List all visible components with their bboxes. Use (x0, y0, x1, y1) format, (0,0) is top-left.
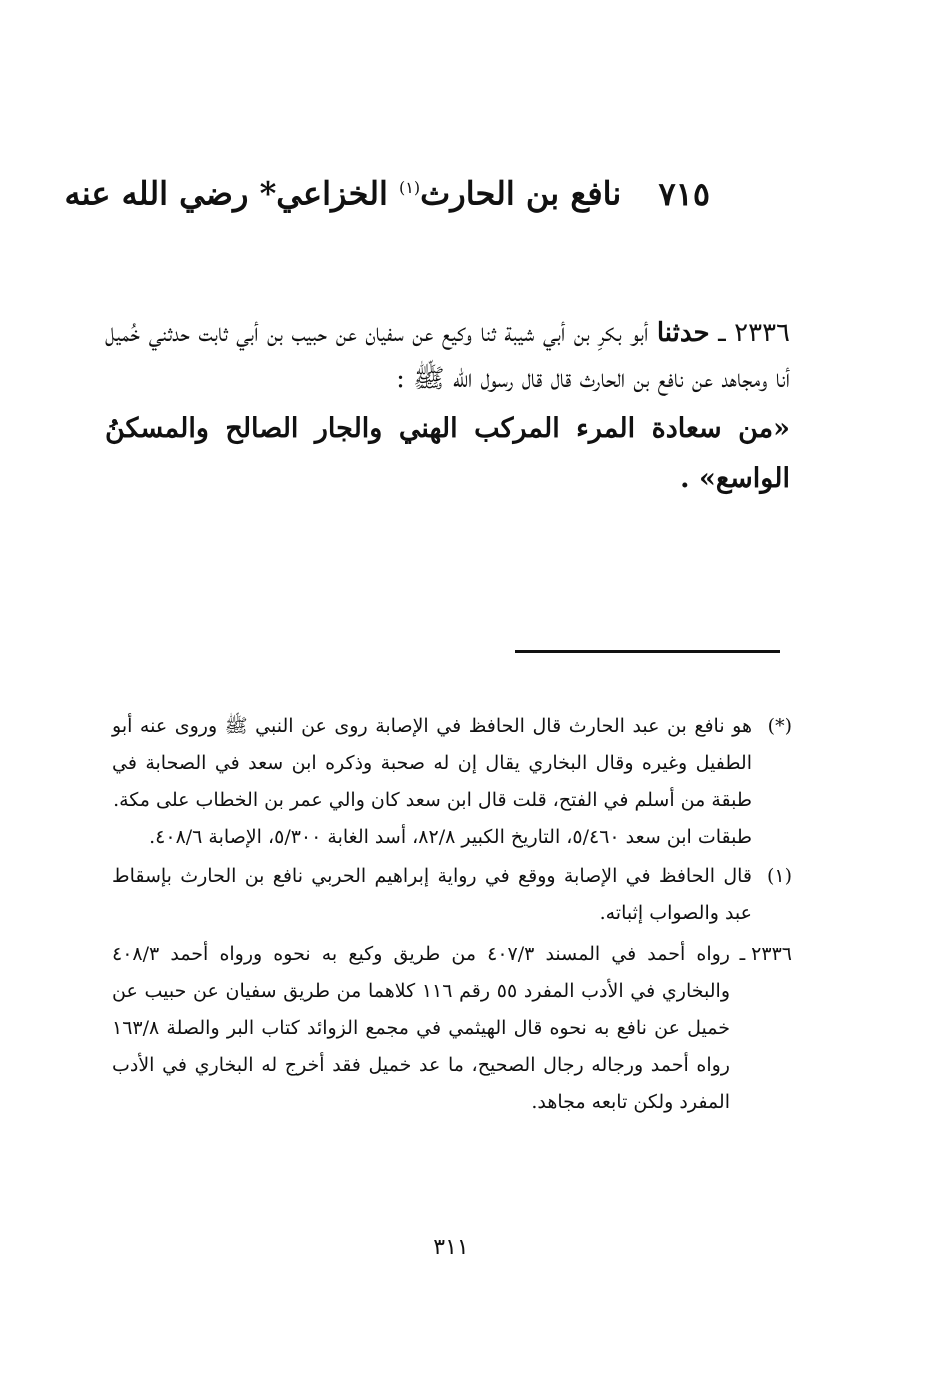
hadith-matn: «من سعادة المرء المركب الهني والجار الصالح والمسكنُ الواسع» . (105, 413, 790, 494)
footnotes-section (112, 708, 792, 1123)
footnote-divider (515, 650, 780, 653)
footnote-star (112, 708, 792, 856)
footnote-reference: (١) (399, 178, 421, 197)
chapter-title (64, 158, 710, 224)
footnote-star-sources: طبقات ابن سعد ٥/٤٦٠، التاريخ الكبير ٨٢/٨، أسد الغابة ٥/٣٠٠، الإصابة ٤٠٨/٦. (149, 826, 752, 848)
hadith-isnad: أبو بكرِ بن أبي شيبة ثنا وكيع عن سفيان عن حبيب بن أبي ثابت حدثني خُميل أنا ومجاهد عن نافع بن الحارث قال قال رسول الله ﷺ : (105, 318, 790, 394)
footnote-star-text: هو نافع بن عبد الحارث قال الحافظ في الإصابة روى عن النبي ﷺ وروى عنه أبو الطفيل وغيره وقال البخاري يقال إن له صحبة وذكره ابن سعد في الصحابة في طبقة من أسلم في الفتح، قلت قال ابن سعد كان والي عمر بن الخطاب على مكة. (112, 715, 752, 811)
hadith-opening-word: حدثنا (656, 318, 710, 348)
footnote-one (112, 858, 792, 932)
chapter-name-suffix: الخزاعي* رضي الله عنه (64, 174, 400, 213)
footnote-one-text: قال الحافظ في الإصابة ووقع في رواية إبراهيم الحربي نافع بن الحارث بإسقاط عبد والصواب إثباته. (112, 865, 752, 924)
footnote-one-marker: (١) (766, 865, 792, 887)
page-number: ٣١١ (433, 1235, 469, 1260)
footnote-star-marker: (*) (767, 715, 792, 737)
footnote-takhrij-marker: ٢٣٣٦ ـ (739, 943, 792, 965)
chapter-name: نافع بن الحارث (420, 174, 622, 213)
footnote-takhrij (112, 936, 792, 1121)
footnote-takhrij-text: رواه أحمد في المسند ٤٠٧/٣ من طريق وكيع به نحوه ورواه أحمد ٤٠٨/٣ والبخاري في الأدب المفرد ٥٥ رقم ١١٦ كلاهما من طريق سفيان عن حبيب عن خميل عن نافع به نحوه قال الهيثمي في مجمع الزوائد كتاب البر والصلة ١٦٣/٨ رواه أحمد ورجاله رجال الصحيح، ما عد خميل فقد أخرج له البخاري في الأدب المفرد ولكن تابعه مجاهد. (112, 943, 730, 1113)
hadith-block (105, 310, 790, 504)
chapter-number: ٧١٥ (658, 174, 710, 213)
hadith-number: ٢٣٣٦ ـ (718, 318, 791, 348)
